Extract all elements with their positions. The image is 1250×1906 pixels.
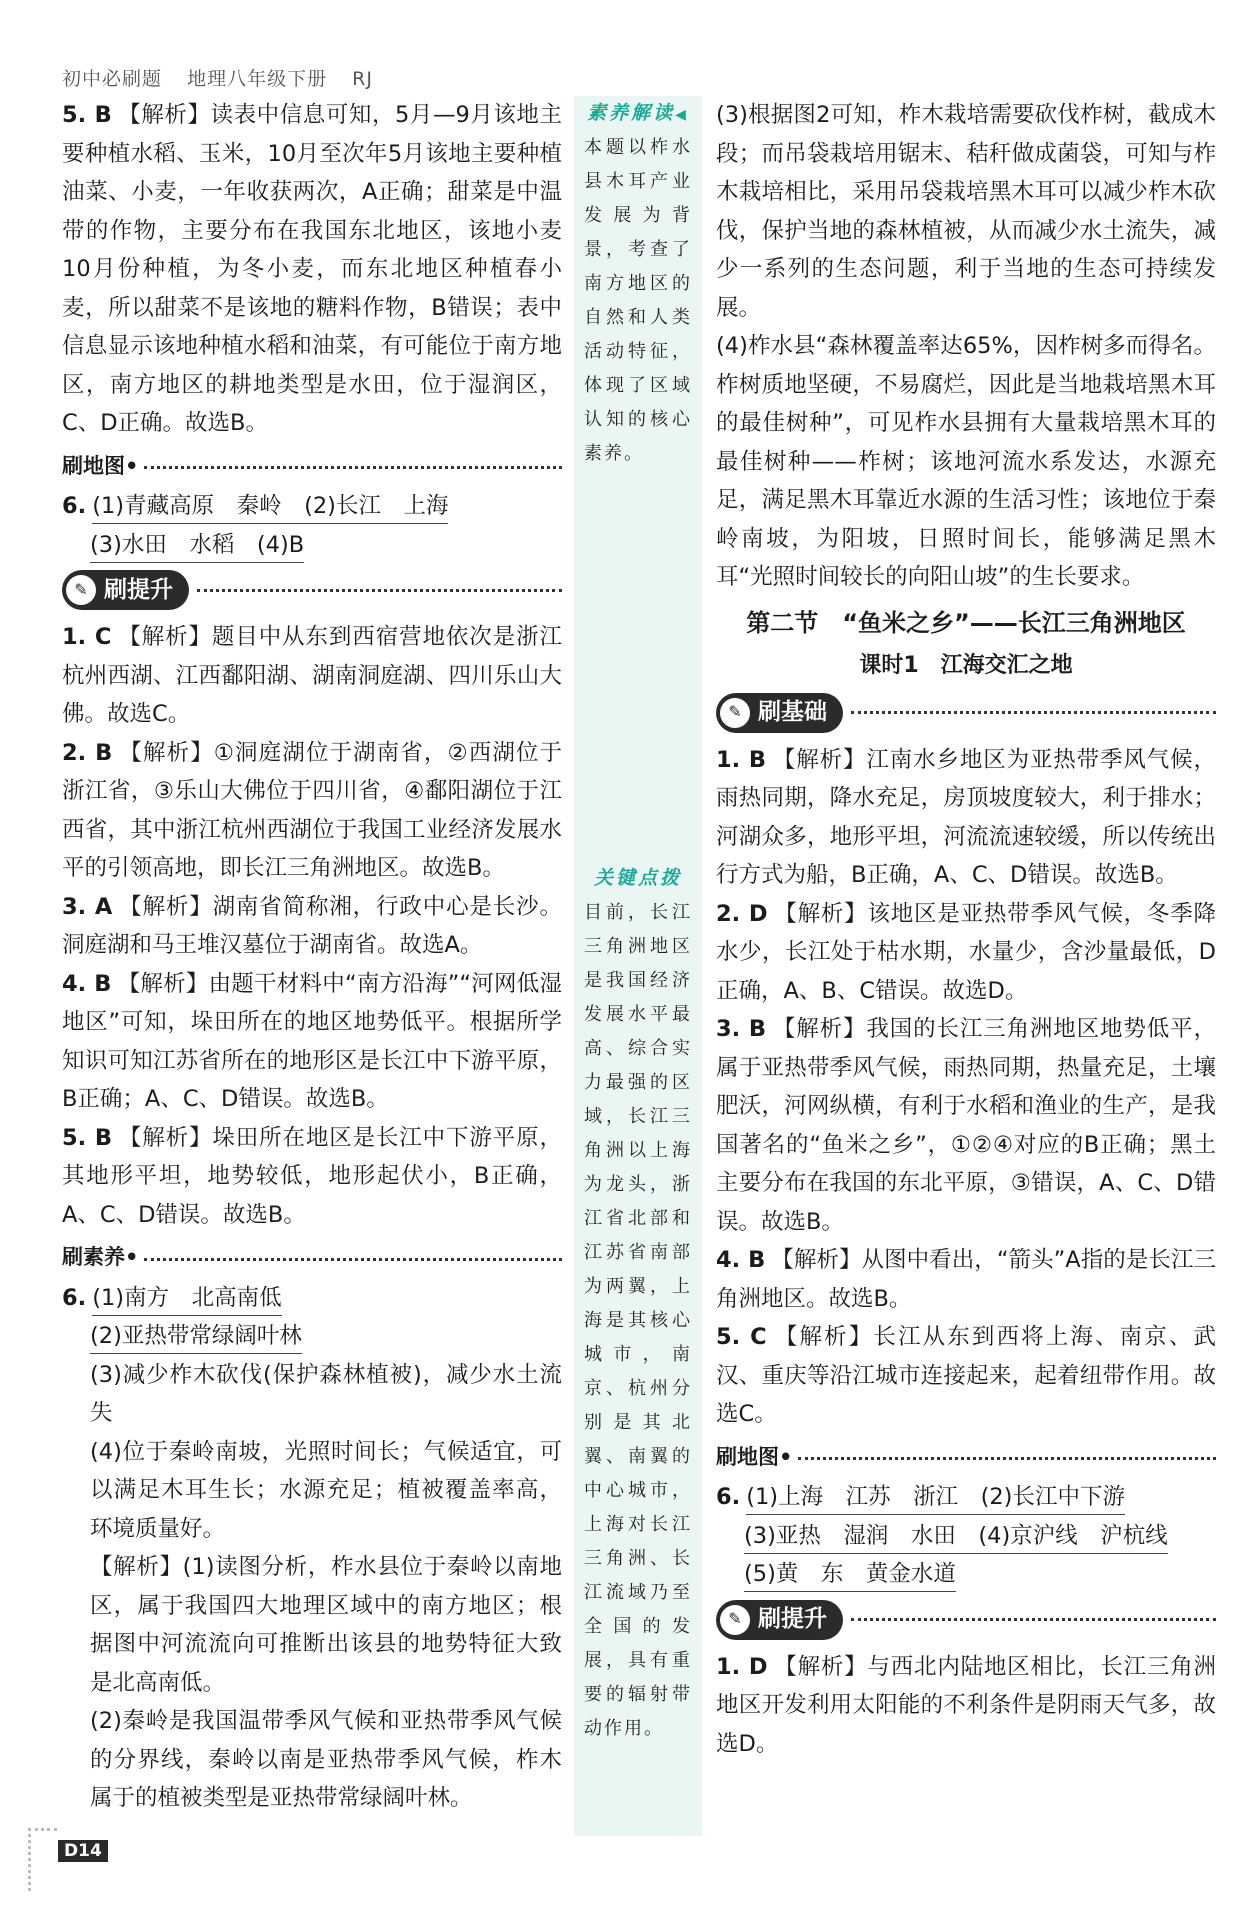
explanation: (2)秦岭是我国温带季风气候和亚热带季风气候的分界线，秦岭以南是亚热带季风气候，柞木属于的植被类型是亚热带常绿阔叶林。 — [90, 1708, 562, 1811]
section-label: 刷素养 • — [62, 1238, 562, 1277]
answer-item: 5. C 【解析】长江从东到西将上海、南京、武汉、重庆等沿江城市连接起来，起着纽带作用。故选C。 — [716, 1324, 1216, 1427]
pen-icon: ✎ — [66, 575, 96, 605]
answer-item: 6. (1)南方 北高南低 — [62, 1279, 562, 1318]
section-tag: ✎ 刷提升 — [62, 570, 562, 610]
answer-line: (3)亚热 湿润 水田 (4)京沪线 沪杭线 — [716, 1517, 1216, 1556]
section-tag: ✎ 刷提升 — [716, 1600, 1216, 1640]
answer-line: (3)水田 水稻 (4)B — [62, 526, 562, 565]
answer-item: 1. C 【解析】题目中从东到西宿营地依次是浙江杭州西湖、江西鄱阳湖、湖南洞庭湖、四川乐山大佛。故选C。 — [62, 624, 562, 727]
book-series: 初中必刷题 — [62, 68, 163, 90]
book-edition: RJ — [352, 68, 373, 90]
answer-line: (2)亚热带常绿阔叶林 — [62, 1317, 562, 1356]
explanation: (4)柞水县“森林覆盖率达65%，因柞树多而得名。柞树质地坚硬，不易腐烂，因此是当地栽培黑木耳的最佳树种”，可见柞水县拥有大量栽培黑木耳的最佳树种——柞树；该地河流水系发达，水源充足，满足黑木耳靠近水源的生活习性；该地位于秦岭南坡，为阳坡，日照时间长，能够满足黑木耳“光照时间较长的向阳山坡”的生长要求。 — [716, 333, 1216, 590]
answer-item: 5. B 【解析】读表中信息可知，5月—9月该地主要种植水稻、玉米，10月至次年5月该地主要种植油菜、小麦，一年收获两次，A正确；甜菜是中温带的作物，主要分布在我国东北地区，该地小麦10月份种植，为冬小麦，而东北地区种植春小麦，所以甜菜不是该地的糖料作物，B错误；表中信息显示该地种植水稻和油菜，有可能位于南方地区，南方地区的耕地类型是水田，位于湿润区，C、D正确。故选B。 — [62, 102, 562, 436]
section-tag: ✎ 刷基础 — [716, 693, 1216, 733]
section-label: 刷地图 • — [62, 447, 562, 486]
side-note-heading: 关键点拨 — [593, 867, 682, 889]
lesson-title: 课时1 江海交汇之地 — [859, 652, 1073, 678]
arrow-left-icon: ◀ — [675, 107, 689, 123]
answer-item: 2. D 【解析】该地区是亚热带季风气候，冬季降水少，长江处于枯水期，水量少，含沙量最低，D正确，A、B、C错误。故选D。 — [716, 900, 1216, 1004]
side-note-text: 目前，长江三角洲地区是我国经济发展水平最高、综合实力最强的区域，长江三角洲以上海为龙头，浙江省北部和江苏省南部为两翼，上海是其核心城市，南京、杭州分别是其北翼、南翼的中心城市，上海对长江三角洲、长江流域乃至全国的发展，具有重要的辐射带动作用。 — [584, 902, 692, 1739]
explanation: 【解析】(1)读图分析，柞水县位于秦岭以南地区，属于我国四大地理区域中的南方地区；根据图中河流流向可推断出该县的地势特征大致是北高南低。 — [90, 1554, 562, 1696]
answer-line: (5)黄 东 黄金水道 — [716, 1555, 1216, 1594]
pen-icon: ✎ — [720, 698, 750, 728]
answer-line: (3)减少柞木砍伐(保护森林植被)，减少水土流失 — [90, 1361, 562, 1426]
answer-line: (4)位于秦岭南坡，光照时间长；气候适宜，可以满足木耳生长；水源充足；植被覆盖率高，环境质量好。 — [90, 1438, 562, 1542]
left-column — [62, 96, 562, 1818]
side-notes — [574, 96, 702, 1836]
section-label: 刷地图 • — [716, 1438, 1216, 1477]
answer-item: 6. (1)上海 江苏 浙江 (2)长江中下游 — [716, 1478, 1216, 1517]
page-number: D14 — [58, 1840, 108, 1862]
book-subject: 地理八年级下册 — [187, 68, 328, 90]
answer-item: 1. D 【解析】与西北内陆地区相比，长江三角洲地区开发利用太阳能的不利条件是阴雨天气多，故选D。 — [716, 1653, 1216, 1757]
answer-item: 4. B 【解析】从图中看出，“箭头”A指的是长江三角洲地区。故选B。 — [716, 1247, 1216, 1312]
answer-item: 5. B 【解析】垛田所在地区是长江中下游平原，其地形平坦，地势较低，地形起伏小，B正确，A、C、D错误。故选B。 — [62, 1124, 562, 1228]
answer-item: 6. (1)青藏高原 秦岭 (2)长江 上海 — [62, 487, 562, 526]
pen-icon: ✎ — [720, 1605, 750, 1635]
right-column — [716, 96, 1216, 1763]
answer-item: 3. B 【解析】我国的长江三角洲地区地势低平，属于亚热带季风气候，雨热同期，热量充足，土壤肥沃，河网纵横，有利于水稻和渔业的生产，是我国著名的“鱼米之乡”，①②④对应的B正确；黑土主要分布在我国的东北平原，③错误，A、C、D错误。故选B。 — [716, 1016, 1216, 1235]
side-note-text: 本题以柞水县木耳产业发展为背景，考查了南方地区的自然和人类活动特征，体现了区域认知的核心素养。 — [584, 137, 692, 464]
page-header — [62, 64, 391, 91]
answer-item: 4. B 【解析】由题干材料中“南方沿海”“河网低湿地区”可知，垛田所在的地区地势低平。根据所学知识可知江苏省所在的地形区是长江中下游平原，B正确；A、C、D错误。故选B。 — [62, 970, 562, 1112]
answer-item: 1. B 【解析】江南水乡地区为亚热带季风气候，雨热同期，降水充足，房顶坡度较大，利于排水；河湖众多，地形平坦，河流流速较缓，所以传统出行方式为船，B正确，A、C、D错误。故选B。 — [716, 746, 1216, 888]
corner-decoration — [28, 1828, 57, 1891]
answer-item: 3. A 【解析】湖南省简称湘，行政中心是长沙。洞庭湖和马王堆汉墓位于湖南省。故选A。 — [62, 893, 562, 958]
answer-item: 2. B 【解析】①洞庭湖位于湖南省，②西湖位于浙江省，③乐山大佛位于四川省，④鄱阳湖位于江西省，其中浙江杭州西湖位于我国工业经济发展水平的引领高地，即长江三角洲地区。故选B。 — [62, 739, 563, 881]
section-title: 第二节 “鱼米之乡”——长江三角洲地区 — [746, 608, 1186, 637]
side-note-heading: 素养解读◀ — [587, 102, 689, 124]
explanation: (3)根据图2可知，柞木栽培需要砍伐柞树，截成木段；而吊袋栽培用锯末、秸秆做成菌袋，可知与柞木栽培相比，采用吊袋栽培黑木耳可以减少柞木砍伐，保护当地的森林植被，从而减少水土流失，减少一系列的生态问题，利于当地的生态可持续发展。 — [716, 102, 1216, 321]
